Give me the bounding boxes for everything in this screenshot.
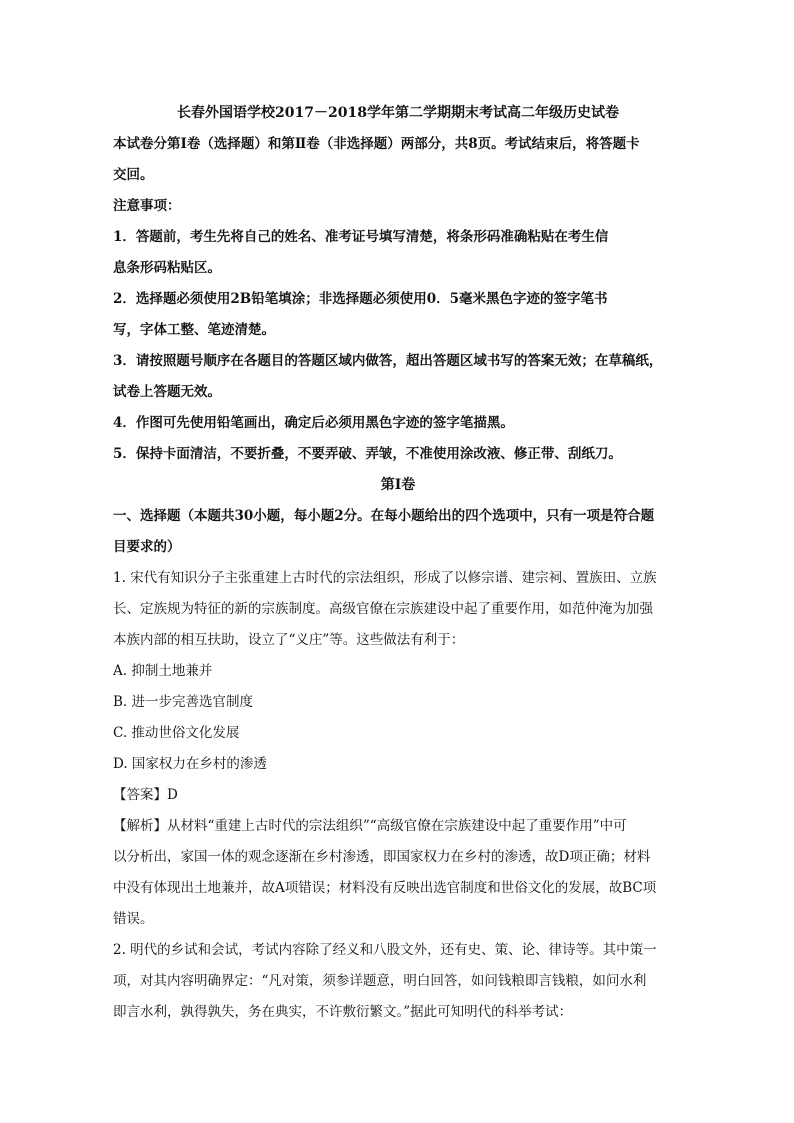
q1-analysis-line: 中没有体现出土地兼并，故A项错误；材料没有反映出选官制度和世俗文化的发展，故BC项 — [113, 880, 657, 896]
exam-page — [113, 98, 683, 1028]
q1-option-d: D. 国家权力在乡村的渗透 — [113, 756, 267, 772]
note-line: 试卷上答题无效。 — [113, 384, 221, 400]
note-line: 3．请按照题号顺序在各题目的答题区域内做答，超出答题区域书写的答案无效；在草稿纸， — [113, 353, 663, 369]
q1-stem-line: 长、定族规为特征的新的宗族制度。高级官僚在宗族建设中起了重要作用，如范仲淹为加强 — [113, 601, 653, 617]
intro-line: 交回。 — [113, 167, 154, 183]
section-title: 第Ⅰ卷 — [380, 477, 416, 493]
note-line: 4．作图可先使用铅笔画出，确定后必须用黑色字迹的签字笔描黑。 — [113, 415, 514, 431]
q1-option-a: A. 抑制土地兼并 — [113, 663, 213, 679]
note-line: 1．答题前，考生先将自己的姓名、准考证号填写清楚，将条形码准确粘贴在考生信 — [113, 229, 609, 245]
note-line: 2．选择题必须使用2B铅笔填涂；非选择题必须使用0．5毫米黑色字迹的签字笔书 — [113, 291, 608, 307]
q1-option-c: C. 推动世俗文化发展 — [113, 725, 240, 741]
q2-stem-line: 即言水利，孰得孰失，务在典实，不许敷衍繁文。”据此可知明代的科举考试： — [113, 1004, 573, 1020]
q1-stem-line: 1. 宋代有知识分子主张重建上古时代的宗法组织，形成了以修宗谱、建宗祠、置族田、立族 — [113, 570, 657, 586]
q1-analysis-line: 错误。 — [113, 911, 154, 927]
q1-option-b: B. 进一步完善选官制度 — [113, 694, 254, 710]
part-heading: 目要求的） — [113, 539, 181, 555]
q1-analysis-line: 以分析出，家国一体的观念逐渐在乡村渗透，即国家权力在乡村的渗透，故D项正确；材料 — [113, 849, 651, 865]
part-heading: 一、选择题（本题共30小题，每小题2分。在每小题给出的四个选项中，只有一项是符合题 — [113, 508, 655, 524]
notes-heading: 注意事项： — [113, 198, 181, 214]
q1-analysis-line: 【解析】从材料“重建上古时代的宗法组织”“高级官僚在宗族建设中起了重要作用”中可 — [113, 818, 627, 834]
q2-stem-line: 2. 明代的乡试和会试，考试内容除了经义和八股文外，还有史、策、论、律诗等。其中策一 — [113, 942, 657, 958]
note-line: 写，字体工整、笔迹清楚。 — [113, 322, 275, 338]
note-line: 5．保持卡面清洁，不要折叠，不要弄破、弄皱，不准使用涂改液、修正带、刮纸刀。 — [113, 446, 622, 462]
intro-line: 本试卷分第Ⅰ卷（选择题）和第Ⅱ卷（非选择题）两部分，共8页。考试结束后，将答题卡 — [113, 136, 640, 152]
note-line: 息条形码粘贴区。 — [113, 260, 221, 276]
q2-stem-line: 项，对其内容明确界定：“凡对策，须参详题意，明白回答，如问钱粮即言钱粮，如问水利 — [113, 973, 647, 989]
q1-answer: 【答案】D — [113, 787, 178, 803]
exam-title: 长春外国语学校2017－2018学年第二学期期末考试高二年级历史试卷 — [177, 105, 619, 121]
q1-stem-line: 本族内部的相互扶助，设立了“义庄”等。这些做法有利于： — [113, 632, 465, 648]
